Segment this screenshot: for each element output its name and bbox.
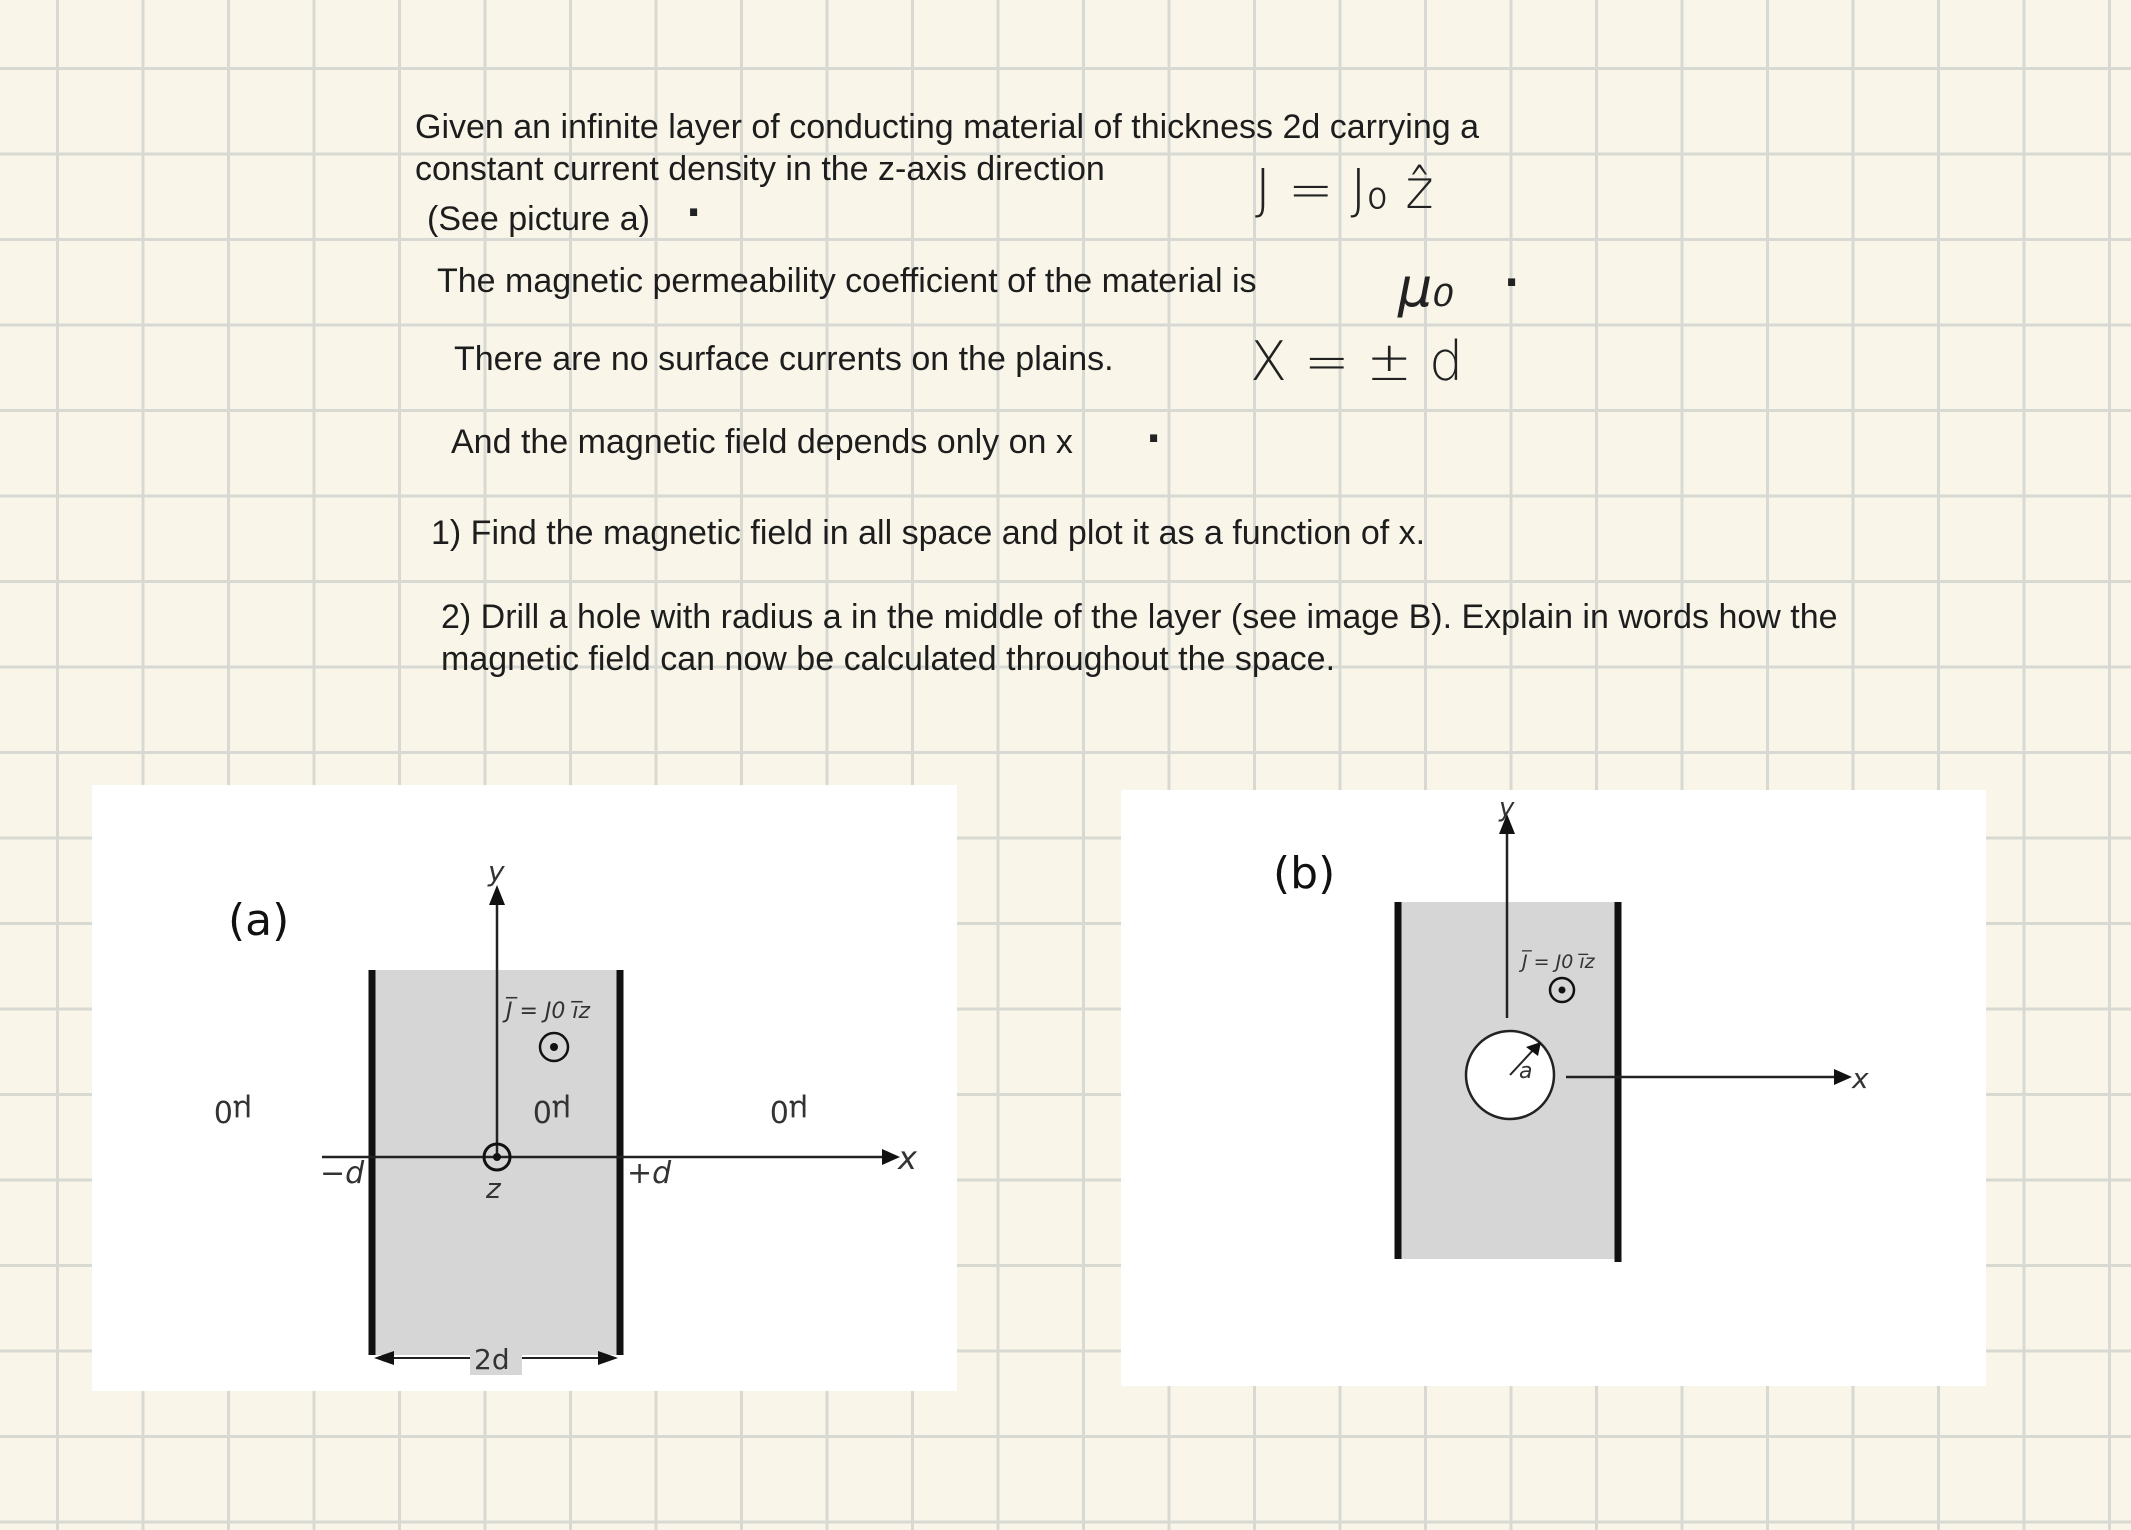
current-dot-b (1559, 987, 1566, 994)
problem-line-4: The magnetic permeability coefficient of the material is (437, 262, 1257, 300)
figure-a-label: (a) (228, 895, 290, 946)
y-axis-label-b: y (1499, 793, 1515, 823)
question-2-line-1: 2) Drill a hole with radius a in the middle of the layer (see image B). Explain in words how the (441, 598, 1838, 636)
question-2-line-2: magnetic field can now be calculated throughout the space. (441, 640, 1336, 678)
x-axis-label-a: x (898, 1139, 917, 1177)
mu-left-a: μ0 (213, 1093, 252, 1128)
problem-line-5: There are no surface currents on the plains. (454, 340, 1114, 378)
figure-b-label: (b) (1273, 848, 1336, 899)
problem-line-2: constant current density in the z-axis direction (415, 150, 1105, 188)
current-dot-a (550, 1043, 558, 1051)
thickness-label-a: 2d (474, 1343, 510, 1376)
minus-d-label-a: −d (320, 1156, 365, 1191)
figure-b-panel (1121, 790, 1986, 1386)
z-axis-label-a: z (486, 1172, 501, 1205)
problem-line-1: Given an infinite layer of conducting material of thickness 2d carrying a (415, 108, 1479, 146)
problem-line-6: And the magnetic field depends only on x (451, 423, 1073, 461)
x-axis-arrow-b (1834, 1069, 1852, 1085)
mu-center-a: μ0 (532, 1093, 571, 1128)
handwritten-planes: X = ± d (1250, 330, 1464, 393)
figure-a-diagram (92, 785, 957, 1391)
question-1: 1) Find the magnetic field in all space and plot it as a function of x. (431, 514, 1426, 552)
current-label-b: J̅ = J0 i̅z (1522, 951, 1595, 973)
handwritten-dot-2: . (1504, 250, 1520, 296)
y-axis-label-a: y (488, 855, 505, 888)
problem-line-3: (See picture a) (427, 200, 650, 238)
handwritten-dot-1: . (686, 180, 702, 226)
figure-a-panel (92, 785, 957, 1391)
radius-label-b: a (1519, 1059, 1533, 1084)
z-origin-dot-a (493, 1153, 501, 1161)
figure-b-diagram (1121, 790, 1986, 1386)
handwritten-current-density: J = J₀ ẑ (1255, 158, 1434, 221)
handwritten-permeability: μ₀ (1398, 256, 1455, 319)
handwritten-dot-3: . (1146, 406, 1162, 452)
mu-right-a: μ0 (769, 1093, 808, 1128)
plus-d-label-a: +d (627, 1156, 672, 1191)
x-axis-label-b: x (1852, 1062, 1869, 1095)
current-label-a: J̅ = J0 i̅z (506, 999, 591, 1024)
y-axis-arrow-a (489, 885, 505, 905)
